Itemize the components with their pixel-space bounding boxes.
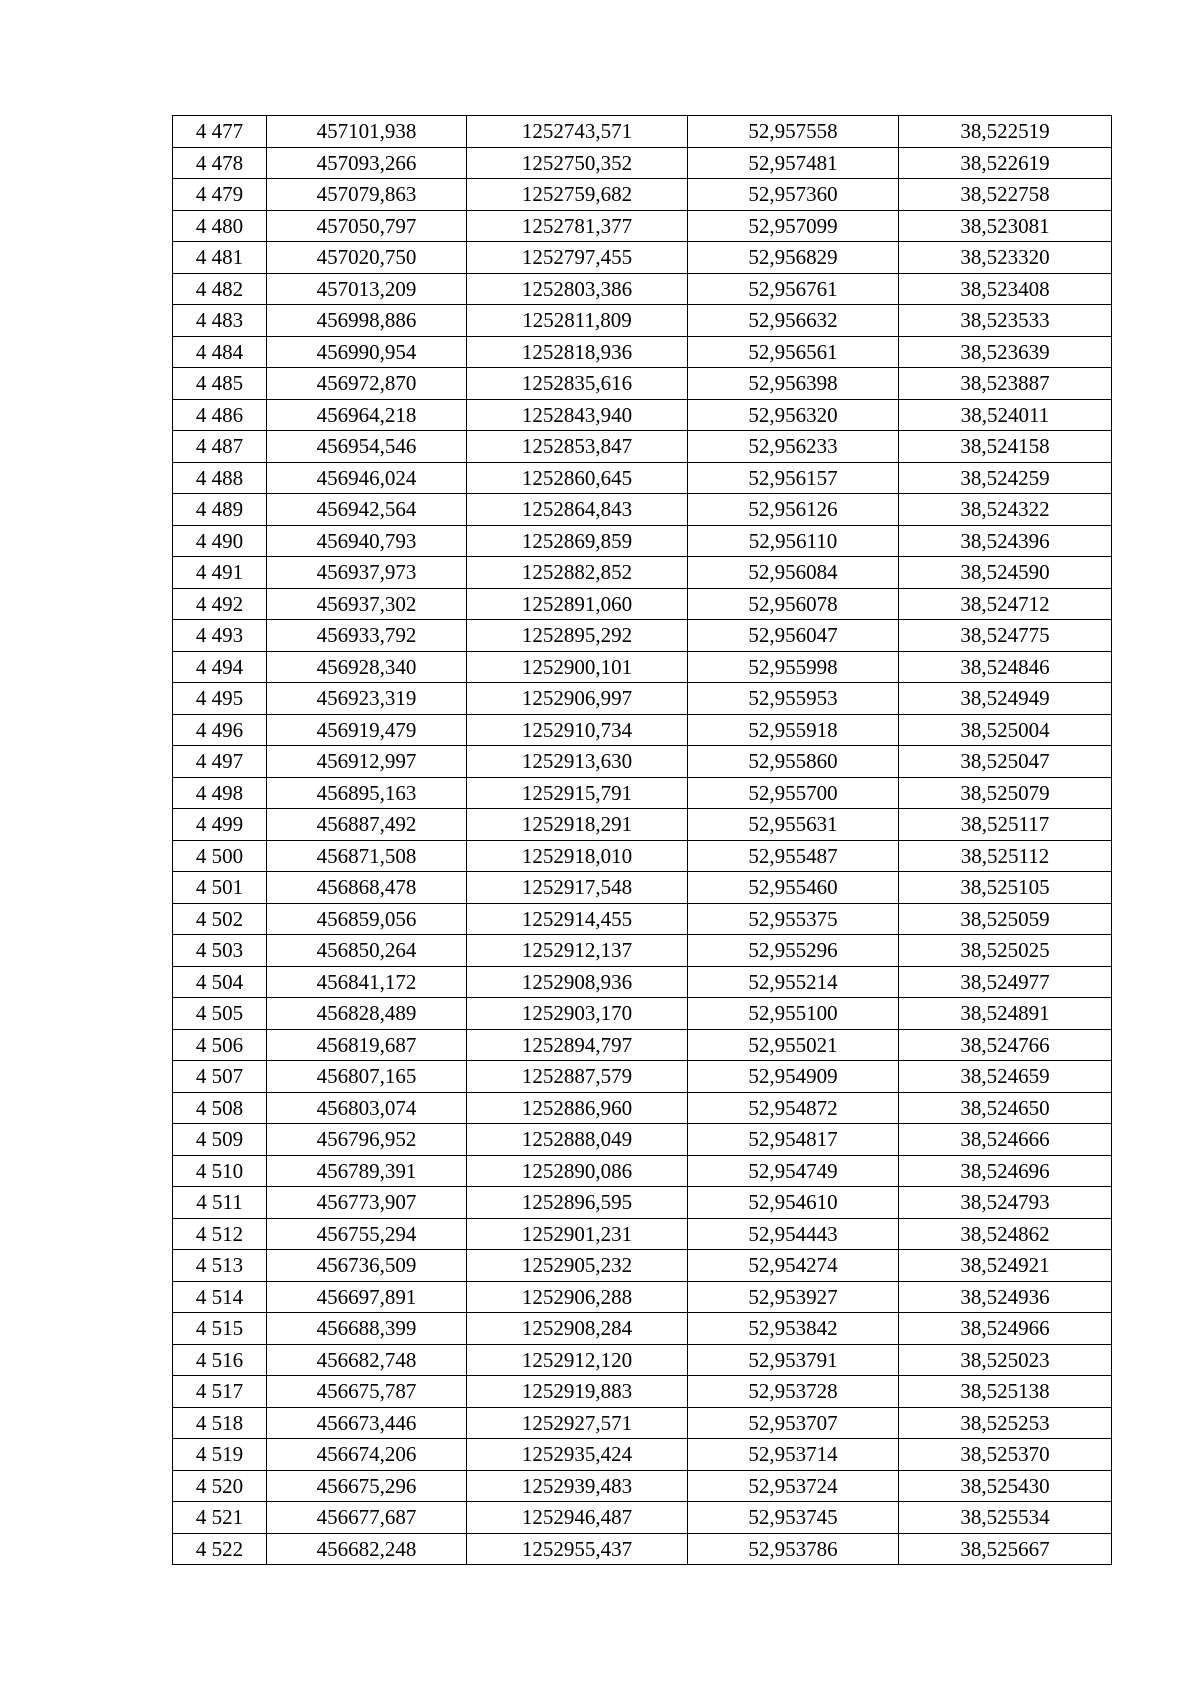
latitude-cell: 52,956084 — [688, 557, 899, 589]
point-number-cell: 4 518 — [173, 1407, 267, 1439]
y-coordinate-cell: 1252912,120 — [467, 1344, 688, 1376]
x-coordinate-cell: 456674,206 — [267, 1439, 467, 1471]
x-coordinate-cell: 457093,266 — [267, 147, 467, 179]
longitude-cell: 38,523408 — [899, 273, 1112, 305]
longitude-cell: 38,523320 — [899, 242, 1112, 274]
table-row — [173, 1470, 1112, 1502]
y-coordinate-cell: 1252895,292 — [467, 620, 688, 652]
table-row — [173, 399, 1112, 431]
point-number-cell: 4 496 — [173, 714, 267, 746]
table-row — [173, 998, 1112, 1030]
table-row — [173, 336, 1112, 368]
latitude-cell: 52,953724 — [688, 1470, 899, 1502]
point-number-cell: 4 493 — [173, 620, 267, 652]
y-coordinate-cell: 1252835,616 — [467, 368, 688, 400]
point-number-cell: 4 495 — [173, 683, 267, 715]
latitude-cell: 52,957558 — [688, 116, 899, 148]
longitude-cell: 38,524666 — [899, 1124, 1112, 1156]
y-coordinate-cell: 1252818,936 — [467, 336, 688, 368]
table-row — [173, 683, 1112, 715]
longitude-cell: 38,524862 — [899, 1218, 1112, 1250]
x-coordinate-cell: 456773,907 — [267, 1187, 467, 1219]
y-coordinate-cell: 1252781,377 — [467, 210, 688, 242]
longitude-cell: 38,523887 — [899, 368, 1112, 400]
x-coordinate-cell: 456675,296 — [267, 1470, 467, 1502]
table-row — [173, 1344, 1112, 1376]
latitude-cell: 52,953728 — [688, 1376, 899, 1408]
y-coordinate-cell: 1252905,232 — [467, 1250, 688, 1282]
y-coordinate-cell: 1252901,231 — [467, 1218, 688, 1250]
point-number-cell: 4 519 — [173, 1439, 267, 1471]
point-number-cell: 4 509 — [173, 1124, 267, 1156]
point-number-cell: 4 507 — [173, 1061, 267, 1093]
latitude-cell: 52,953786 — [688, 1533, 899, 1565]
table-row — [173, 746, 1112, 778]
point-number-cell: 4 491 — [173, 557, 267, 589]
latitude-cell: 52,956233 — [688, 431, 899, 463]
table-row — [173, 1029, 1112, 1061]
y-coordinate-cell: 1252908,284 — [467, 1313, 688, 1345]
y-coordinate-cell: 1252935,424 — [467, 1439, 688, 1471]
x-coordinate-cell: 456998,886 — [267, 305, 467, 337]
longitude-cell: 38,525117 — [899, 809, 1112, 841]
point-number-cell: 4 502 — [173, 903, 267, 935]
x-coordinate-cell: 456990,954 — [267, 336, 467, 368]
point-number-cell: 4 497 — [173, 746, 267, 778]
latitude-cell: 52,955487 — [688, 840, 899, 872]
point-number-cell: 4 500 — [173, 840, 267, 872]
x-coordinate-cell: 456928,340 — [267, 651, 467, 683]
latitude-cell: 52,956398 — [688, 368, 899, 400]
x-coordinate-cell: 456972,870 — [267, 368, 467, 400]
y-coordinate-cell: 1252896,595 — [467, 1187, 688, 1219]
y-coordinate-cell: 1252860,645 — [467, 462, 688, 494]
latitude-cell: 52,954610 — [688, 1187, 899, 1219]
latitude-cell: 52,953842 — [688, 1313, 899, 1345]
latitude-cell: 52,954909 — [688, 1061, 899, 1093]
latitude-cell: 52,957360 — [688, 179, 899, 211]
latitude-cell: 52,956829 — [688, 242, 899, 274]
x-coordinate-cell: 456887,492 — [267, 809, 467, 841]
x-coordinate-cell: 456919,479 — [267, 714, 467, 746]
x-coordinate-cell: 456755,294 — [267, 1218, 467, 1250]
x-coordinate-cell: 457101,938 — [267, 116, 467, 148]
table-row — [173, 147, 1112, 179]
y-coordinate-cell: 1252917,548 — [467, 872, 688, 904]
longitude-cell: 38,522519 — [899, 116, 1112, 148]
x-coordinate-cell: 456828,489 — [267, 998, 467, 1030]
table-row — [173, 1313, 1112, 1345]
x-coordinate-cell: 456933,792 — [267, 620, 467, 652]
point-number-cell: 4 517 — [173, 1376, 267, 1408]
longitude-cell: 38,524977 — [899, 966, 1112, 998]
y-coordinate-cell: 1252910,734 — [467, 714, 688, 746]
table-row — [173, 1092, 1112, 1124]
latitude-cell: 52,956126 — [688, 494, 899, 526]
y-coordinate-cell: 1252908,936 — [467, 966, 688, 998]
longitude-cell: 38,525370 — [899, 1439, 1112, 1471]
point-number-cell: 4 506 — [173, 1029, 267, 1061]
latitude-cell: 52,955375 — [688, 903, 899, 935]
table-row — [173, 1155, 1112, 1187]
y-coordinate-cell: 1252890,086 — [467, 1155, 688, 1187]
longitude-cell: 38,524259 — [899, 462, 1112, 494]
longitude-cell: 38,524793 — [899, 1187, 1112, 1219]
longitude-cell: 38,525079 — [899, 777, 1112, 809]
point-number-cell: 4 511 — [173, 1187, 267, 1219]
table-row — [173, 1061, 1112, 1093]
y-coordinate-cell: 1252939,483 — [467, 1470, 688, 1502]
table-row — [173, 1376, 1112, 1408]
latitude-cell: 52,956632 — [688, 305, 899, 337]
latitude-cell: 52,955998 — [688, 651, 899, 683]
point-number-cell: 4 504 — [173, 966, 267, 998]
point-number-cell: 4 512 — [173, 1218, 267, 1250]
y-coordinate-cell: 1252919,883 — [467, 1376, 688, 1408]
longitude-cell: 38,524650 — [899, 1092, 1112, 1124]
table-row — [173, 1439, 1112, 1471]
x-coordinate-cell: 456803,074 — [267, 1092, 467, 1124]
latitude-cell: 52,956320 — [688, 399, 899, 431]
table-row — [173, 714, 1112, 746]
latitude-cell: 52,956761 — [688, 273, 899, 305]
latitude-cell: 52,955953 — [688, 683, 899, 715]
x-coordinate-cell: 456946,024 — [267, 462, 467, 494]
point-number-cell: 4 513 — [173, 1250, 267, 1282]
x-coordinate-cell: 456688,399 — [267, 1313, 467, 1345]
x-coordinate-cell: 456682,748 — [267, 1344, 467, 1376]
latitude-cell: 52,953927 — [688, 1281, 899, 1313]
table-row — [173, 777, 1112, 809]
x-coordinate-cell: 456895,163 — [267, 777, 467, 809]
point-number-cell: 4 508 — [173, 1092, 267, 1124]
x-coordinate-cell: 457020,750 — [267, 242, 467, 274]
latitude-cell: 52,955460 — [688, 872, 899, 904]
latitude-cell: 52,955296 — [688, 935, 899, 967]
table-row — [173, 620, 1112, 652]
table-row — [173, 305, 1112, 337]
x-coordinate-cell: 456940,793 — [267, 525, 467, 557]
coordinates-table-body — [173, 116, 1112, 1565]
y-coordinate-cell: 1252853,847 — [467, 431, 688, 463]
longitude-cell: 38,525059 — [899, 903, 1112, 935]
latitude-cell: 52,954749 — [688, 1155, 899, 1187]
x-coordinate-cell: 456673,446 — [267, 1407, 467, 1439]
point-number-cell: 4 488 — [173, 462, 267, 494]
latitude-cell: 52,955631 — [688, 809, 899, 841]
longitude-cell: 38,525004 — [899, 714, 1112, 746]
x-coordinate-cell: 456942,564 — [267, 494, 467, 526]
table-row — [173, 525, 1112, 557]
longitude-cell: 38,525047 — [899, 746, 1112, 778]
x-coordinate-cell: 456937,973 — [267, 557, 467, 589]
table-row — [173, 1281, 1112, 1313]
latitude-cell: 52,955021 — [688, 1029, 899, 1061]
table-row — [173, 116, 1112, 148]
x-coordinate-cell: 456923,319 — [267, 683, 467, 715]
latitude-cell: 52,953745 — [688, 1502, 899, 1534]
x-coordinate-cell: 456871,508 — [267, 840, 467, 872]
point-number-cell: 4 482 — [173, 273, 267, 305]
longitude-cell: 38,524322 — [899, 494, 1112, 526]
table-row — [173, 1124, 1112, 1156]
table-row — [173, 557, 1112, 589]
point-number-cell: 4 483 — [173, 305, 267, 337]
y-coordinate-cell: 1252913,630 — [467, 746, 688, 778]
table-row — [173, 588, 1112, 620]
x-coordinate-cell: 456850,264 — [267, 935, 467, 967]
longitude-cell: 38,523639 — [899, 336, 1112, 368]
point-number-cell: 4 485 — [173, 368, 267, 400]
point-number-cell: 4 521 — [173, 1502, 267, 1534]
table-row — [173, 431, 1112, 463]
longitude-cell: 38,524949 — [899, 683, 1112, 715]
y-coordinate-cell: 1252743,571 — [467, 116, 688, 148]
y-coordinate-cell: 1252750,352 — [467, 147, 688, 179]
table-row — [173, 872, 1112, 904]
y-coordinate-cell: 1252946,487 — [467, 1502, 688, 1534]
point-number-cell: 4 516 — [173, 1344, 267, 1376]
latitude-cell: 52,954817 — [688, 1124, 899, 1156]
latitude-cell: 52,956110 — [688, 525, 899, 557]
point-number-cell: 4 478 — [173, 147, 267, 179]
longitude-cell: 38,524921 — [899, 1250, 1112, 1282]
x-coordinate-cell: 456937,302 — [267, 588, 467, 620]
table-row — [173, 1407, 1112, 1439]
longitude-cell: 38,525667 — [899, 1533, 1112, 1565]
x-coordinate-cell: 456736,509 — [267, 1250, 467, 1282]
table-row — [173, 809, 1112, 841]
point-number-cell: 4 479 — [173, 179, 267, 211]
y-coordinate-cell: 1252912,137 — [467, 935, 688, 967]
y-coordinate-cell: 1252888,049 — [467, 1124, 688, 1156]
longitude-cell: 38,525138 — [899, 1376, 1112, 1408]
x-coordinate-cell: 457013,209 — [267, 273, 467, 305]
longitude-cell: 38,524936 — [899, 1281, 1112, 1313]
point-number-cell: 4 510 — [173, 1155, 267, 1187]
latitude-cell: 52,956561 — [688, 336, 899, 368]
y-coordinate-cell: 1252918,010 — [467, 840, 688, 872]
x-coordinate-cell: 457079,863 — [267, 179, 467, 211]
latitude-cell: 52,955214 — [688, 966, 899, 998]
latitude-cell: 52,954872 — [688, 1092, 899, 1124]
longitude-cell: 38,525025 — [899, 935, 1112, 967]
table-row — [173, 1533, 1112, 1565]
latitude-cell: 52,954443 — [688, 1218, 899, 1250]
y-coordinate-cell: 1252759,682 — [467, 179, 688, 211]
point-number-cell: 4 487 — [173, 431, 267, 463]
latitude-cell: 52,955700 — [688, 777, 899, 809]
latitude-cell: 52,955860 — [688, 746, 899, 778]
point-number-cell: 4 505 — [173, 998, 267, 1030]
table-row — [173, 210, 1112, 242]
longitude-cell: 38,524891 — [899, 998, 1112, 1030]
point-number-cell: 4 481 — [173, 242, 267, 274]
longitude-cell: 38,522619 — [899, 147, 1112, 179]
y-coordinate-cell: 1252811,809 — [467, 305, 688, 337]
table-row — [173, 1218, 1112, 1250]
point-number-cell: 4 520 — [173, 1470, 267, 1502]
longitude-cell: 38,522758 — [899, 179, 1112, 211]
longitude-cell: 38,524846 — [899, 651, 1112, 683]
y-coordinate-cell: 1252843,940 — [467, 399, 688, 431]
point-number-cell: 4 515 — [173, 1313, 267, 1345]
y-coordinate-cell: 1252886,960 — [467, 1092, 688, 1124]
point-number-cell: 4 503 — [173, 935, 267, 967]
x-coordinate-cell: 456819,687 — [267, 1029, 467, 1061]
y-coordinate-cell: 1252891,060 — [467, 588, 688, 620]
point-number-cell: 4 494 — [173, 651, 267, 683]
y-coordinate-cell: 1252906,997 — [467, 683, 688, 715]
point-number-cell: 4 514 — [173, 1281, 267, 1313]
y-coordinate-cell: 1252797,455 — [467, 242, 688, 274]
x-coordinate-cell: 456682,248 — [267, 1533, 467, 1565]
table-row — [173, 368, 1112, 400]
x-coordinate-cell: 456841,172 — [267, 966, 467, 998]
longitude-cell: 38,523533 — [899, 305, 1112, 337]
longitude-cell: 38,525105 — [899, 872, 1112, 904]
latitude-cell: 52,956078 — [688, 588, 899, 620]
latitude-cell: 52,957099 — [688, 210, 899, 242]
longitude-cell: 38,523081 — [899, 210, 1112, 242]
point-number-cell: 4 492 — [173, 588, 267, 620]
longitude-cell: 38,525534 — [899, 1502, 1112, 1534]
point-number-cell: 4 477 — [173, 116, 267, 148]
point-number-cell: 4 490 — [173, 525, 267, 557]
table-row — [173, 966, 1112, 998]
x-coordinate-cell: 456912,997 — [267, 746, 467, 778]
longitude-cell: 38,524158 — [899, 431, 1112, 463]
table-row — [173, 242, 1112, 274]
longitude-cell: 38,524590 — [899, 557, 1112, 589]
y-coordinate-cell: 1252927,571 — [467, 1407, 688, 1439]
table-row — [173, 935, 1112, 967]
y-coordinate-cell: 1252903,170 — [467, 998, 688, 1030]
table-row — [173, 651, 1112, 683]
latitude-cell: 52,953791 — [688, 1344, 899, 1376]
table-row — [173, 903, 1112, 935]
point-number-cell: 4 501 — [173, 872, 267, 904]
x-coordinate-cell: 456675,787 — [267, 1376, 467, 1408]
latitude-cell: 52,956047 — [688, 620, 899, 652]
x-coordinate-cell: 456964,218 — [267, 399, 467, 431]
latitude-cell: 52,956157 — [688, 462, 899, 494]
longitude-cell: 38,524712 — [899, 588, 1112, 620]
y-coordinate-cell: 1252900,101 — [467, 651, 688, 683]
x-coordinate-cell: 456807,165 — [267, 1061, 467, 1093]
x-coordinate-cell: 456697,891 — [267, 1281, 467, 1313]
table-row — [173, 273, 1112, 305]
table-row — [173, 179, 1112, 211]
x-coordinate-cell: 456796,952 — [267, 1124, 467, 1156]
latitude-cell: 52,954274 — [688, 1250, 899, 1282]
table-row — [173, 494, 1112, 526]
longitude-cell: 38,524396 — [899, 525, 1112, 557]
y-coordinate-cell: 1252869,859 — [467, 525, 688, 557]
point-number-cell: 4 480 — [173, 210, 267, 242]
longitude-cell: 38,525430 — [899, 1470, 1112, 1502]
coordinates-table — [172, 115, 1112, 1565]
longitude-cell: 38,525112 — [899, 840, 1112, 872]
x-coordinate-cell: 456677,687 — [267, 1502, 467, 1534]
y-coordinate-cell: 1252894,797 — [467, 1029, 688, 1061]
longitude-cell: 38,524659 — [899, 1061, 1112, 1093]
longitude-cell: 38,524011 — [899, 399, 1112, 431]
table-row — [173, 1502, 1112, 1534]
latitude-cell: 52,957481 — [688, 147, 899, 179]
latitude-cell: 52,955918 — [688, 714, 899, 746]
point-number-cell: 4 484 — [173, 336, 267, 368]
point-number-cell: 4 498 — [173, 777, 267, 809]
latitude-cell: 52,953714 — [688, 1439, 899, 1471]
y-coordinate-cell: 1252955,437 — [467, 1533, 688, 1565]
y-coordinate-cell: 1252914,455 — [467, 903, 688, 935]
latitude-cell: 52,955100 — [688, 998, 899, 1030]
longitude-cell: 38,524775 — [899, 620, 1112, 652]
point-number-cell: 4 499 — [173, 809, 267, 841]
table-row — [173, 1250, 1112, 1282]
x-coordinate-cell: 456954,546 — [267, 431, 467, 463]
x-coordinate-cell: 456789,391 — [267, 1155, 467, 1187]
y-coordinate-cell: 1252864,843 — [467, 494, 688, 526]
y-coordinate-cell: 1252803,386 — [467, 273, 688, 305]
table-row — [173, 840, 1112, 872]
longitude-cell: 38,524696 — [899, 1155, 1112, 1187]
latitude-cell: 52,953707 — [688, 1407, 899, 1439]
table-row — [173, 462, 1112, 494]
x-coordinate-cell: 456868,478 — [267, 872, 467, 904]
point-number-cell: 4 489 — [173, 494, 267, 526]
point-number-cell: 4 522 — [173, 1533, 267, 1565]
y-coordinate-cell: 1252906,288 — [467, 1281, 688, 1313]
y-coordinate-cell: 1252882,852 — [467, 557, 688, 589]
x-coordinate-cell: 457050,797 — [267, 210, 467, 242]
x-coordinate-cell: 456859,056 — [267, 903, 467, 935]
point-number-cell: 4 486 — [173, 399, 267, 431]
table-row — [173, 1187, 1112, 1219]
longitude-cell: 38,525253 — [899, 1407, 1112, 1439]
y-coordinate-cell: 1252918,291 — [467, 809, 688, 841]
longitude-cell: 38,524766 — [899, 1029, 1112, 1061]
y-coordinate-cell: 1252915,791 — [467, 777, 688, 809]
y-coordinate-cell: 1252887,579 — [467, 1061, 688, 1093]
longitude-cell: 38,524966 — [899, 1313, 1112, 1345]
longitude-cell: 38,525023 — [899, 1344, 1112, 1376]
